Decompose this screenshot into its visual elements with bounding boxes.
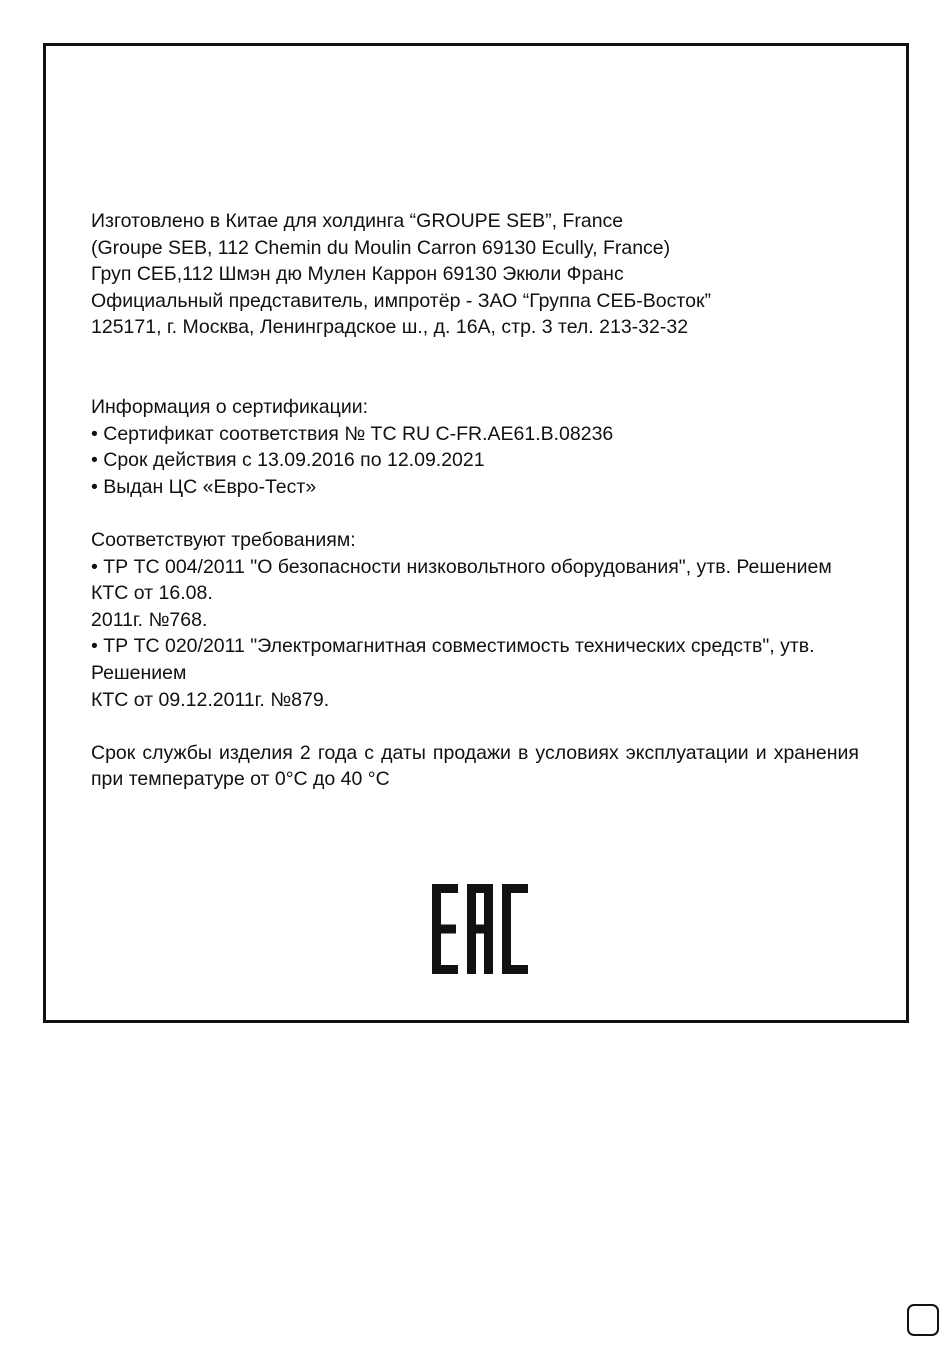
certification-item: • Сертификат соответствия № ТС RU C-FR.AE61.B.08236 [91, 422, 614, 445]
manufacturer-line: (Groupe SEB, 112 Chemin du Moulin Carron 69130 Ecully, France) [91, 236, 671, 259]
certification-block [91, 394, 859, 500]
certification-item: • Срок действия с 13.09.2016 по 12.09.2021 [91, 449, 485, 472]
requirements-heading: Соответствуют требованиям: [91, 528, 356, 551]
certification-item: • Выдан ЦС «Евро-Тест» [91, 475, 317, 498]
spacer [91, 341, 859, 394]
document-body [91, 208, 859, 793]
requirements-line: КТС от 09.12.2011г. №879. [91, 688, 330, 711]
eac-mark-icon [432, 884, 528, 974]
certification-heading: Информация о сертификации: [91, 395, 369, 418]
requirements-line: • ТР ТС 004/2011 "О безопасности низковольтного оборудования", утв. Решением [91, 555, 832, 578]
requirements-line: Решением [91, 661, 187, 684]
spacer [91, 500, 859, 527]
checkbox-icon [907, 1304, 939, 1336]
manufacturer-block [91, 208, 859, 341]
requirements-line: 2011г. №768. [91, 608, 208, 631]
requirements-line: • ТР ТС 020/2011 "Электромагнитная совместимость технических средств", утв. [91, 635, 815, 658]
manufacturer-line: Изготовлено в Китае для холдинга “GROUPE SEB”, France [91, 210, 624, 232]
service-life-text: Срок службы изделия 2 года с даты продажи в условиях эксплуатации и хранения при температуре от 0°C до 40 °C [91, 741, 859, 791]
spacer [91, 713, 859, 740]
requirements-line: КТС от 16.08. [91, 582, 213, 605]
manufacturer-line: Груп СЕБ,112 Шмэн дю Мулен Каррон 69130 Экюли Франс [91, 263, 624, 286]
manufacturer-line: Официальный представитель, импротёр - ЗАО “Группа СЕБ-Восток” [91, 289, 711, 312]
manufacturer-line: 125171, г. Москва, Ленинградское ш., д. 16А, стр. 3 тел. 213-32-32 [91, 316, 689, 339]
requirements-block [91, 527, 859, 713]
